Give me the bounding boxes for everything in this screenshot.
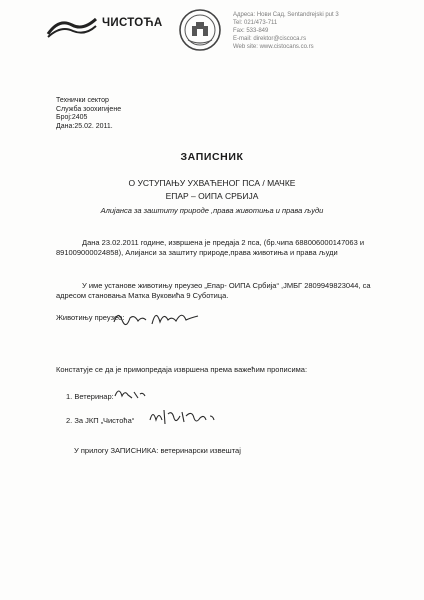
document-date: Дана:25.02. 2011. [56, 122, 113, 130]
subtitle-line-1: О УСТУПАЊУ УХВАЋЕНОГ ПСА / МАЧКЕ [128, 178, 296, 188]
recipient-signature-icon [112, 306, 202, 328]
service-label: Служба зоохигијене [56, 105, 122, 113]
list-item-jkp-cistoca: 2. За ЈКП „Чистоћа“ [66, 416, 135, 425]
city-seal-icon [178, 8, 222, 52]
department-block [56, 97, 121, 131]
recipient-paragraph: У име установе животињу преузео „Епар- ОИПА Србија“ ,ЈМБГ 2809949823044, са адресом становања Матка Вуковића 9 Суботица. [56, 281, 371, 300]
letterhead-address [233, 11, 413, 51]
website-line: Web site: www.cistocans.co.rs [233, 44, 314, 50]
subtitle-line-2: ЕПАР – ОИПА СРБИЈА [165, 191, 259, 201]
list-item-veterinarian: 1. Ветеринар: [66, 392, 114, 401]
handover-paragraph: Дана 23.02.2011 године, извршена је предаја 2 пса, (бр.чипа 688006000147063 и 891009000024858), Алијанси за заштиту природе,права животиња и права људи [56, 238, 365, 257]
attachment-note: У прилогу ЗАПИСНИКА: ветеринарски извештај [74, 446, 241, 455]
company-name: ЧИСТОЋА [102, 17, 163, 29]
email-line: E-mail: direktor@ciscoca.rs [233, 36, 307, 42]
confirmation-text: Констатује се да је примопредаја извршена према важећим прописима: [56, 365, 308, 374]
document-number: Број:2405 [56, 114, 88, 122]
document-title: ЗАПИСНИК [180, 151, 244, 163]
sector-label: Технички сектор [56, 97, 109, 104]
cistoca-signature-icon [148, 406, 220, 428]
company-logo-icon [45, 16, 99, 38]
fax-line: Fax: 533-849 [233, 28, 269, 34]
phone-line: Tel: 021/473-711 [233, 20, 278, 26]
received-by-label: Животињу преузео: [56, 313, 125, 322]
subtitle-line-3: Алијанса за заштиту природе ,права животиња и права људи [100, 206, 324, 215]
address-line: Адреса: Нови Сад, Sentandrejski put 3 [233, 12, 339, 18]
veterinarian-signature-icon [112, 384, 148, 402]
